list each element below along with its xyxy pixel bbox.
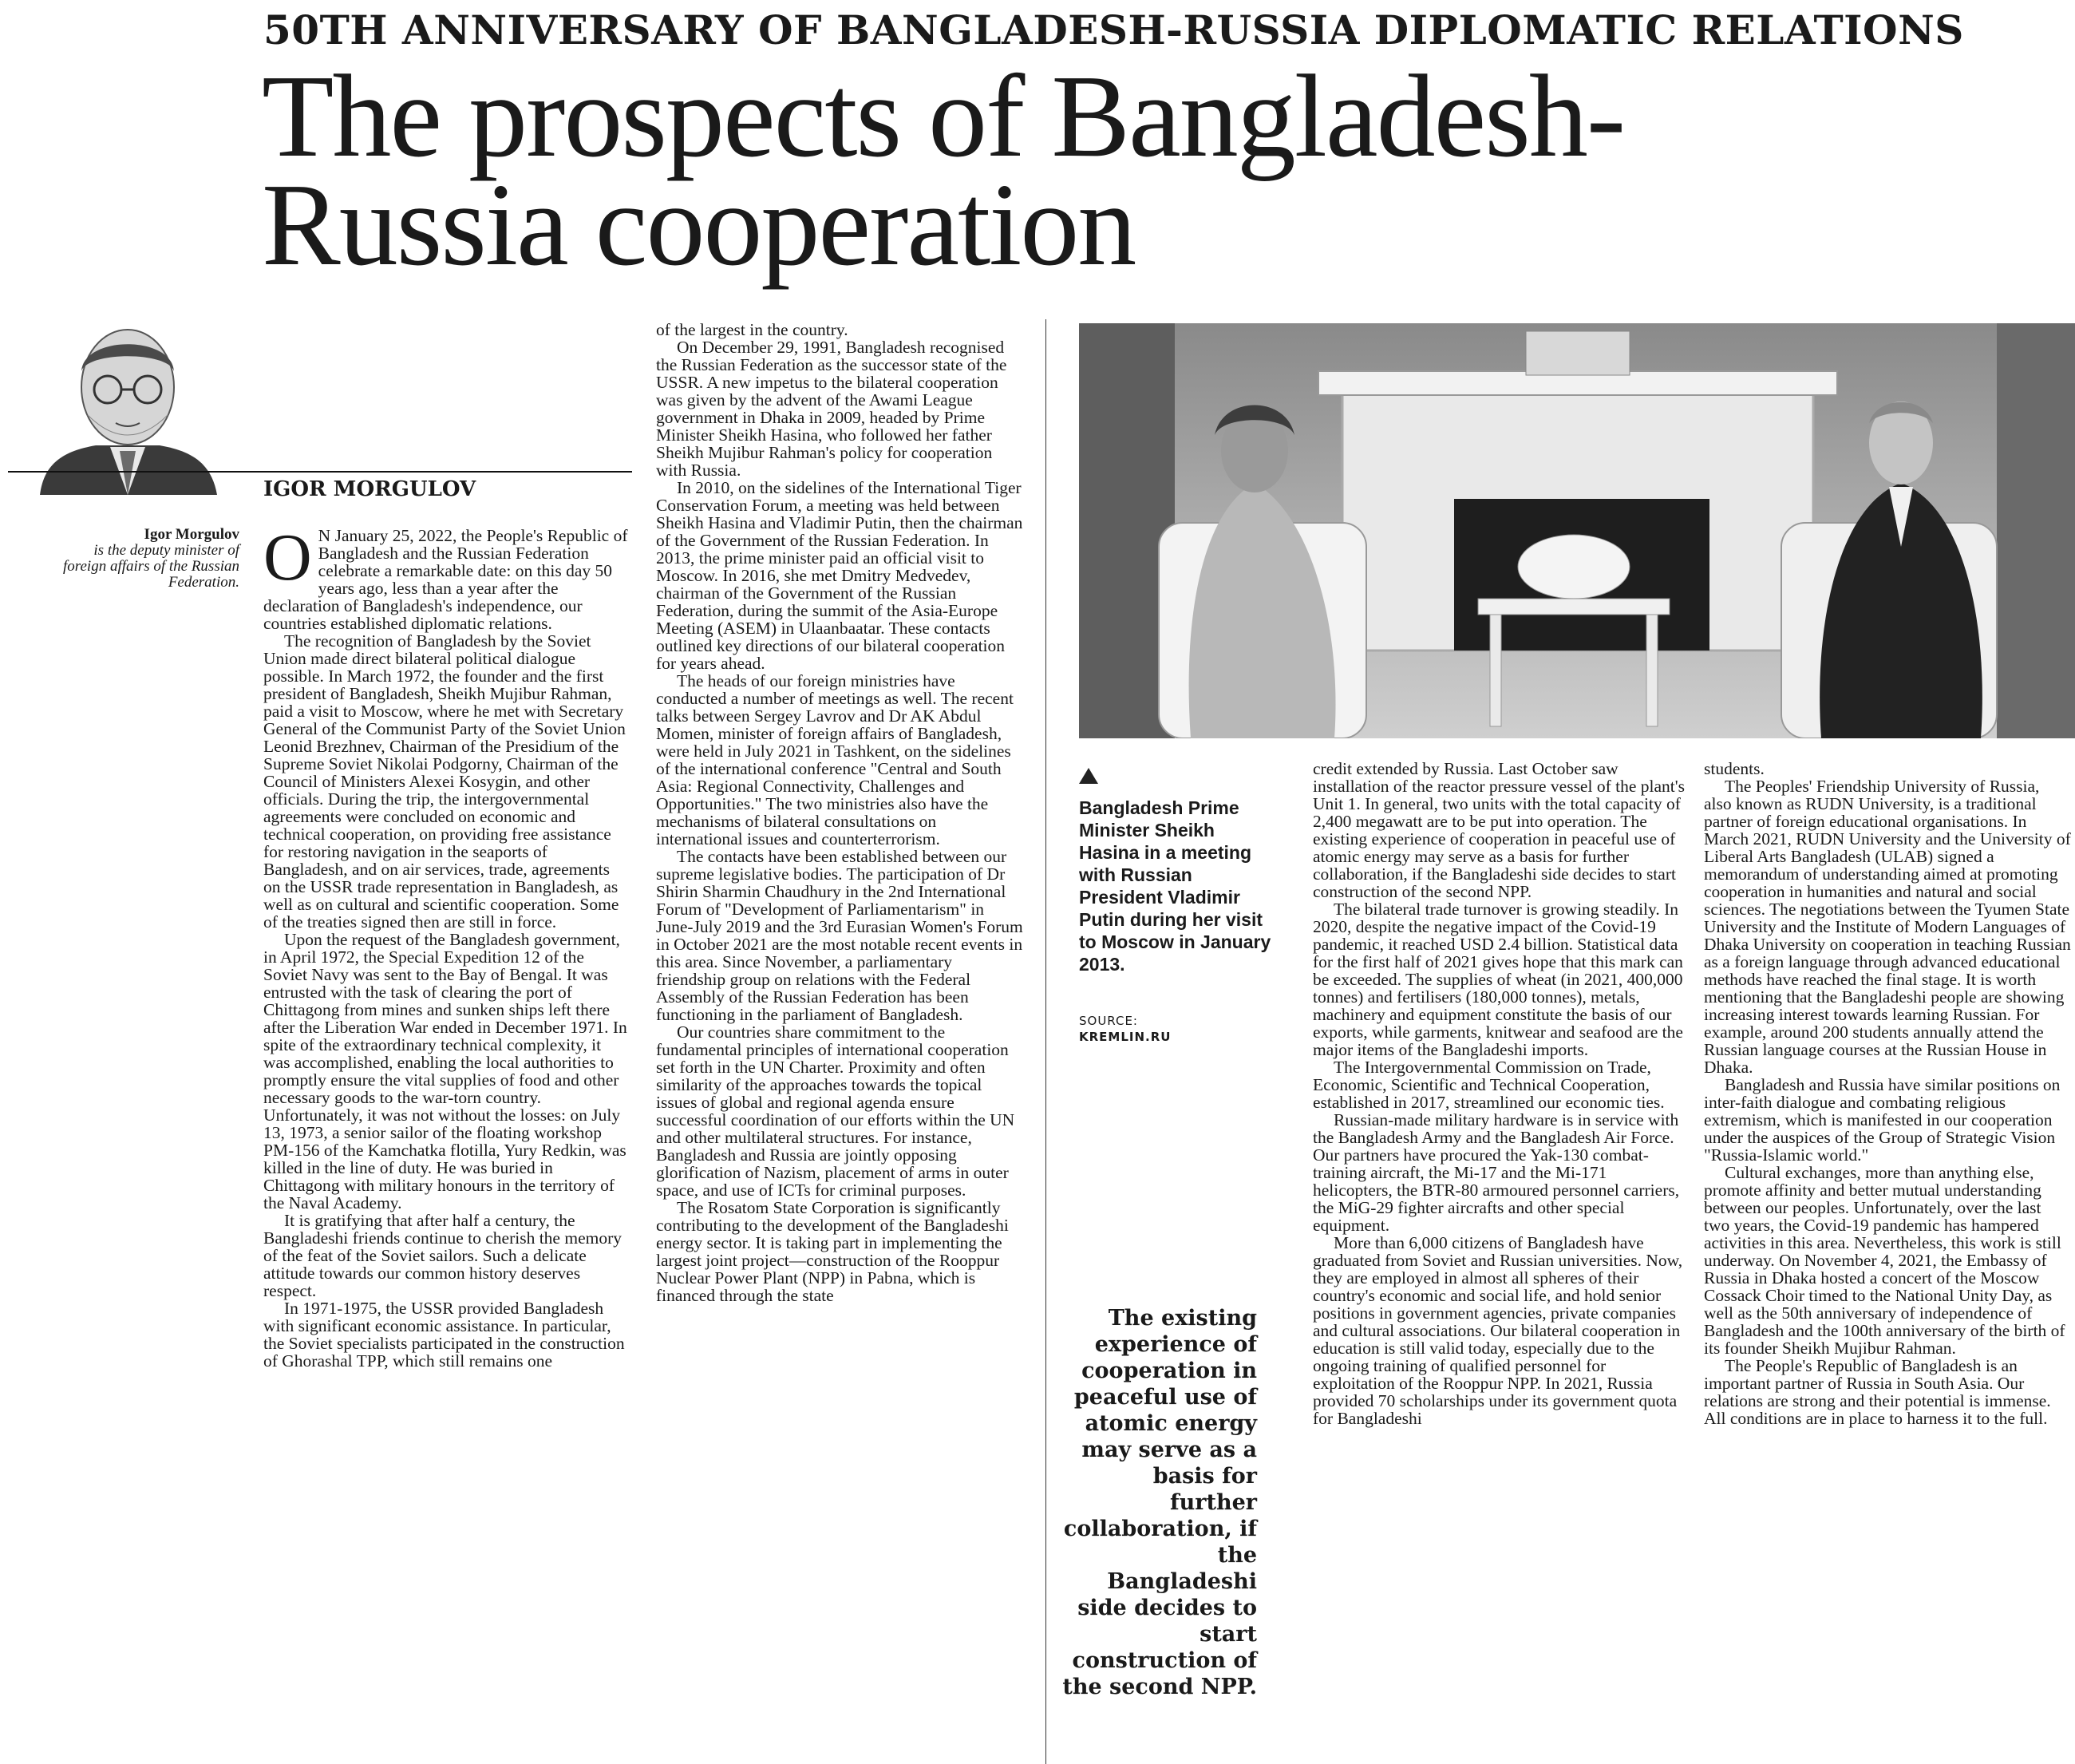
article-paragraph: of the largest in the country.: [656, 321, 848, 339]
article-paragraph: The recognition of Bangladesh by the Soviet Union made direct bilateral political dialogue possible. In March 1972, the founder and the first president of Bangladesh, Sheikh Mujibur Rahman, paid a visit to Moscow, where he met with Secretary General of the Communist Party of the Soviet Union Leonid Brezhnev, Chairman of the Presidium of the Supreme Soviet Nikolai Podgorny, Chairman of the Council of Ministers Alexei Kosygin, and other officials. During the trip, the intergovernmental agreements were concluded on economic and technical cooperation, on providing free assistance for restoring navigation in the seaports of Bangladesh, and on air services, trade, agreements on the USSR trade representation in Bangladesh, as well as on cultural and scientific cooperation. Some of the treaties signed then are still in force.: [263, 631, 626, 931]
kicker: 50TH ANNIVERSARY OF BANGLADESH-RUSSIA DIPLOMATIC RELATIONS: [263, 6, 1964, 53]
article-paragraph: It is gratifying that after half a century, the Bangladeshi friends continue to cherish the memory of the feat of the Soviet sailors. Such a delicate attitude towards our common history deserves respect.: [263, 1211, 622, 1300]
article-paragraph: On December 29, 1991, Bangladesh recognised the Russian Federation as the successor state of the USSR. A new impetus to the bilateral cooperation was given by the advent of the Awami League government in Dhaka in 2009, headed by Prime Minister Sheikh Hasina, who followed her father Sheikh Mujibur Rahman's policy for cooperation with Russia.: [656, 338, 1007, 480]
author-bio: [56, 527, 239, 591]
article-paragraph: students.: [1704, 760, 1765, 778]
article-paragraph: The bilateral trade turnover is growing steadily. In 2020, despite the negative impact of the Covid-19 pandemic, it reached USD 2.4 billion. Statistical data for the first half of 2021 gives hope that this mark can be exceeded. The supplies of wheat (in 2021, 400,000 tonnes) and fertilisers (180,000 tonnes), metals, machinery and equipment constitute the basis of our exports, while garments, knitwear and seafood are the major items of the Bangladeshi imports.: [1313, 900, 1683, 1059]
photo-source-label: SOURCE:: [1079, 1014, 1138, 1028]
article-paragraph: In 1971-1975, the USSR provided Bangladesh with significant economic assistance. In particular, the Soviet specialists participated in the construction of Ghorashal TPP, which still remains one: [263, 1299, 625, 1370]
photo-caption: Bangladesh Prime Minister Sheikh Hasina in a meeting with Russian President Vladimir Putin during her visit to Moscow in January 2013.: [1079, 797, 1271, 975]
author-divider: [8, 471, 632, 473]
photo-source-value: KREMLIN.RU: [1079, 1030, 1172, 1044]
author-portrait: [8, 303, 247, 495]
article-paragraph: More than 6,000 citizens of Bangladesh have graduated from Soviet and Russian universities. Now, they are employed in almost all spheres of their country's economic and social life, and hold senior positions in government agencies, private companies and cultural associations. Our bilateral cooperation in education is still valid today, especially due to the ongoing training of qualified personnel for exploitation of the Rooppur NPP. In 2021, Russia provided 70 scholarships under its government quota for Bangladeshi: [1313, 1233, 1683, 1428]
article-paragraph: Cultural exchanges, more than anything else, promote affinity and better mutual understanding between our peoples. Unfortunately, over the last two years, the Covid-19 pandemic has hampered activities in this area. Nevertheless, this work is still underway. On November 4, 2021, the Embassy of Russia in Dhaka hosted a concert of the Moscow Cossack Choir timed to the National Unity Day, as well as the 50th anniversary of independence of Bangladesh and the 100th anniversary of the birth of its founder Sheikh Mujibur Rahman.: [1704, 1163, 2065, 1358]
article-paragraph: Bangladesh and Russia have similar positions on inter-faith dialogue and combating religious extremism, which is manifested in our cooperation under the auspices of the Group of Strategic Vision "Russia-Islamic world.": [1704, 1075, 2061, 1165]
author-bio-role: is the deputy minister of foreign affairs of the Russian Federation.: [63, 542, 239, 591]
article-paragraph: O N January 25, 2022, the People's Republic of Bangladesh and the Russian Federation celebrate a remarkable date: on this day 50 years ago, less than a year after the declaration of Bangladesh's independence, our countries established diplomatic relations.: [263, 527, 628, 633]
article-paragraph: The Rosatom State Corporation is significantly contributing to the development of the Bangladeshi energy sector. It is taking part in implementing the largest joint project—construction of the Rooppur Nuclear Power Plant (NPP) in Pabna, which is financed through the state: [656, 1198, 1009, 1305]
article-column-2: [656, 321, 1025, 1762]
article-paragraph: The heads of our foreign ministries have conducted a number of meetings as well. The recent talks between Sergey Lavrov and Dr AK Abdul Momen, minister of foreign affairs of Bangladesh, were held in July 2021 in Tashkent, on the sidelines of the international conference "Central and South Asia: Regional Connectivity, Challenges and Opportunities." The two ministries also have the mechanisms of bilateral consultations on international issues and counterterrorism.: [656, 671, 1014, 848]
article-column-4: [1704, 760, 2071, 1762]
article-paragraph: Our countries share commitment to the fundamental principles of international cooperation set forth in the UN Charter. Proximity and often similarity of the approaches towards the topical issues of global and regional agenda ensure successful coordination of our efforts within the UN and other multilateral structures. For instance, Bangladesh and Russia are jointly opposing glorification of Nazism, placement of arms in outer space, and use of ICTs for criminal purposes.: [656, 1022, 1015, 1200]
article-column-3: [1313, 760, 1688, 1762]
pull-quote: The existing experience of cooperation in peaceful use of atomic energy may serve as a basis for further collaboration, if the Bangladeshi side decides to start construction of the second NPP.: [1062, 1306, 1257, 1699]
headline: The prospects of Bangladesh-Russia cooperation: [262, 51, 1625, 291]
article-paragraph: Russian-made military hardware is in service with the Bangladesh Army and the Bangladesh Air Force. Our partners have procured the Yak-130 combat-training aircraft, the Mi-17 and the Mi-171 helicopters, the BTR-80 armoured personnel carriers, the MiG-29 fighter aircrafts and other special equipment.: [1313, 1110, 1680, 1235]
drop-cap: O: [263, 527, 312, 595]
author-bio-name: Igor Morgulov: [144, 526, 239, 543]
article-column-1: [263, 527, 630, 1760]
article-paragraph: The Intergovernmental Commission on Trade, Economic, Scientific and Technical Cooperation, established in 2017, streamlined our economic ties.: [1313, 1058, 1665, 1112]
article-paragraph: The contacts have been established between our supreme legislative bodies. The participation of Dr Shirin Sharmin Chaudhury in the 2nd International Forum of "Development of Parliamentarism" in June-July 2019 and the 3rd Eurasian Women's Forum in October 2021 are the most notable recent events in this area. Since November, a parliamentary friendship group on relations with the Federal Assembly of the Russian Federation has been functioning in the parliament of Bangladesh.: [656, 847, 1023, 1024]
column-divider: [1045, 319, 1046, 1764]
author-byline: IGOR MORGULOV: [263, 477, 476, 501]
meeting-photo: [1079, 323, 2075, 738]
article-paragraph: The People's Republic of Bangladesh is an important partner of Russia in South Asia. Our relations are strong and their potential is immense. All conditions are in place to harness it to the full.: [1704, 1356, 2051, 1428]
article-paragraph: credit extended by Russia. Last October saw installation of the reactor pressure vessel of the plant's Unit 1. In general, two units with the total capacity of 2,400 megawatt are to be put into operation. The existing experience of cooperation in peaceful use of atomic energy may serve as a basis for further collaboration, if the Bangladeshi side decides to start construction of the second NPP.: [1313, 760, 1685, 901]
article-paragraph: In 2010, on the sidelines of the International Tiger Conservation Forum, a meeting was held between Sheikh Hasina and Vladimir Putin, then the chairman of the Government of the Russian Federation. In 2013, the prime minister paid an official visit to Moscow. In 2016, she met Dmitry Medvedev, chairman of the Government of the Russian Federation, during the summit of the Asia-Europe Meeting (ASEM) in Ulaanbaatar. These contacts outlined key directions of our bilateral cooperation for years ahead.: [656, 478, 1023, 673]
article-paragraph: Upon the request of the Bangladesh government, in April 1972, the Special Expedition 12 of the Soviet Navy was sent to the Bay of Bengal. It was entrusted with the task of clearing the port of Chittagong from mines and sunken ships left there after the Liberation War ended in December 1971. In spite of the extraordinary technical complexity, it was accomplished, enabling the local authorities to promptly ensure the vital supplies of food and other necessary goods to the war-torn country. Unfortunately, it was not without the losses: on July 13, 1973, a senior sailor of the floating workshop PM-156 of the Kamchatka flotilla, Yury Redkin, was killed in the line of duty. He was buried in Chittagong with military honours in the territory of the Naval Academy.: [263, 930, 627, 1212]
caption-arrow-icon: [1079, 768, 1098, 784]
article-paragraph: The Peoples' Friendship University of Russia, also known as RUDN University, is a traditional partner of foreign educational organisations. In March 2021, RUDN University and the University of Liberal Arts Bangladesh (ULAB) signed a memorandum of understanding aimed at promoting cooperation in humanities and natural and social sciences. The negotiations between the Tyumen State University and the Institute of Modern Languages of Dhaka University on cooperation in teaching Russian as a foreign language through advanced educational methods have reached the final stage. It is worth mentioning that the Bangladeshi people are showing increasing interest towards learning Russian. For example, around 200 students annually attend the Russian language courses at the Russian House in Dhaka.: [1704, 777, 2071, 1077]
